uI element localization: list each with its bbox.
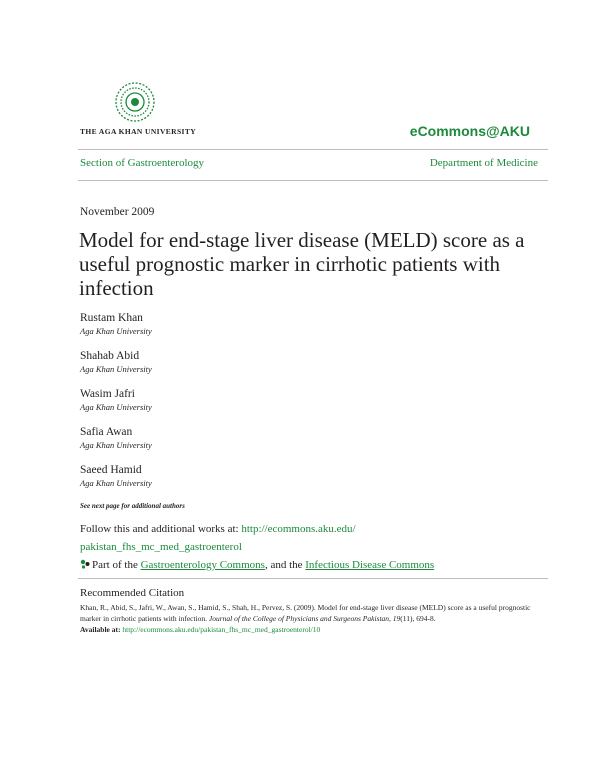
infectious-disease-commons-link[interactable]: Infectious Disease Commons [305, 559, 435, 571]
publication-date: November 2009 [80, 206, 155, 218]
citation-pages: (11), 694-8. [400, 614, 436, 623]
article-title: Model for end-stage liver disease (MELD) score as a useful prognostic marker in cirrhotic patients with infection [79, 228, 525, 300]
author-list [80, 311, 540, 510]
author-name: Shahab Abid [80, 350, 140, 362]
author-name: Wasim Jafri [80, 388, 135, 400]
divider [78, 149, 548, 150]
citation-body: Khan, R., Abid, S., Jafri, W., Awan, S., Hamid, S., Shah, H., Pervez, S. (2009). Model for end-stage liver disease (MELD) score as a useful prognostic marker in cirrhotic patients with infection. [80, 603, 531, 623]
see-next-page-note: See next page for additional authors [80, 502, 185, 510]
and-label: , and the [264, 559, 306, 571]
part-of-label: Part of the [92, 559, 141, 571]
author-affiliation: Aga Khan University [80, 364, 152, 374]
author-affiliation: Aga Khan University [80, 478, 152, 488]
citation-text [80, 602, 550, 635]
divider [78, 578, 548, 579]
author-item [80, 425, 540, 463]
university-logo [80, 80, 197, 136]
author-affiliation: Aga Khan University [80, 326, 152, 336]
gastroenterology-commons-link[interactable]: Gastroenterology Commons [140, 559, 265, 571]
university-name: THE AGA KHAN UNIVERSITY [80, 127, 197, 136]
collection-url-link[interactable]: http://ecommons.aku.edu/ [241, 523, 356, 535]
follow-section [80, 520, 550, 574]
follow-prefix: Follow this and additional works at: [80, 523, 242, 535]
author-name: Saeed Hamid [80, 464, 142, 476]
collection-url-link-cont[interactable]: pakistan_fhs_mc_med_gastroenterol [80, 541, 242, 553]
available-url-link[interactable]: http://ecommons.aku.edu/pakistan_fhs_mc_med_gastroenterol/10 [122, 625, 321, 634]
aku-emblem-icon [112, 80, 158, 124]
department-link[interactable]: Department of Medicine [429, 157, 538, 169]
recommended-citation-heading: Recommended Citation [80, 587, 185, 599]
commons-network-icon [80, 559, 90, 569]
author-item [80, 463, 540, 501]
author-name: Safia Awan [80, 426, 133, 438]
author-item [80, 349, 540, 387]
ecommons-brand-link[interactable]: eCommons@AKU [409, 123, 530, 139]
author-item [80, 387, 540, 425]
section-link[interactable]: Section of Gastroenterology [80, 157, 205, 169]
divider [78, 180, 548, 181]
author-item [80, 311, 540, 349]
author-name: Rustam Khan [80, 312, 143, 324]
citation-journal: Journal of the College of Physicians and Surgeons Pakistan, 19 [208, 614, 401, 623]
author-affiliation: Aga Khan University [80, 402, 152, 412]
available-at-label: Available at: [80, 625, 123, 634]
author-affiliation: Aga Khan University [80, 440, 152, 450]
